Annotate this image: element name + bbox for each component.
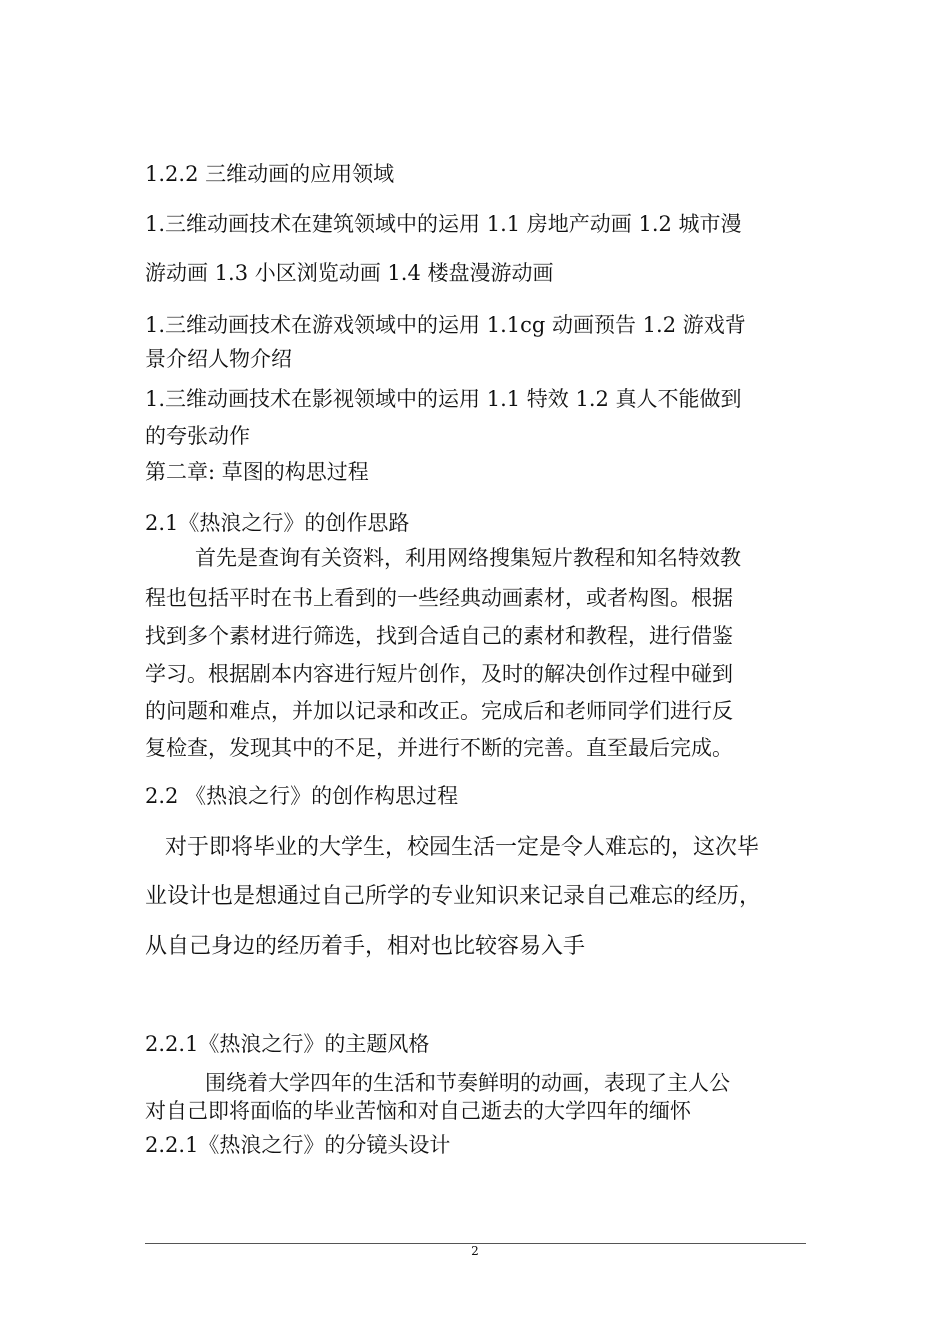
paragraph-line: 对自己即将面临的毕业苦恼和对自己逝去的大学四年的缅怀 — [145, 1099, 691, 1123]
section-heading: 1.2.2 三维动画的应用领域 — [145, 162, 395, 186]
body-line: 景介绍人物介绍 — [145, 347, 292, 371]
body-line: 1.三维动画技术在游戏领域中的运用 1.1cg 动画预告 1.2 游戏背 — [145, 313, 746, 337]
section-heading: 2.1《热浪之行》的创作思路 — [145, 511, 410, 535]
body-line: 1.三维动画技术在影视领域中的运用 1.1 特效 1.2 真人不能做到 — [145, 387, 742, 411]
paragraph-line: 学习。根据剧本内容进行短片创作，及时的解决创作过程中碰到 — [145, 662, 733, 686]
paragraph-line: 首先是查询有关资料，利用网络搜集短片教程和知名特效教 — [195, 546, 741, 570]
section-heading: 2.2.1《热浪之行》的主题风格 — [145, 1032, 430, 1056]
body-line: 的夸张动作 — [145, 424, 250, 448]
section-heading: 2.2 《热浪之行》的创作构思过程 — [145, 784, 459, 808]
paragraph-line: 找到多个素材进行筛选，找到合适自己的素材和教程，进行借鉴 — [145, 624, 733, 648]
body-line: 1.三维动画技术在建筑领域中的运用 1.1 房地产动画 1.2 城市漫 — [145, 212, 742, 236]
paragraph-line: 程也包括平时在书上看到的一些经典动画素材，或者构图。根据 — [145, 586, 733, 610]
paragraph-line: 从自己身边的经历着手，相对也比较容易入手 — [145, 934, 586, 959]
body-line: 游动画 1.3 小区浏览动画 1.4 楼盘漫游动画 — [145, 261, 554, 285]
paragraph-line: 围绕着大学四年的生活和节奏鲜明的动画，表现了主人公 — [205, 1071, 730, 1095]
paragraph-line: 复检查，发现其中的不足，并进行不断的完善。直至最后完成。 — [145, 736, 733, 760]
chapter-heading: 第二章: 草图的构思过程 — [145, 460, 369, 484]
paragraph-line: 的问题和难点，并加以记录和改正。完成后和老师同学们进行反 — [145, 699, 733, 723]
paragraph-line: 业设计也是想通过自己所学的专业知识来记录自己难忘的经历， — [145, 884, 762, 909]
section-heading: 2.2.1《热浪之行》的分镜头设计 — [145, 1133, 451, 1157]
page-number: 2 — [471, 1244, 479, 1258]
paragraph-line: 对于即将毕业的大学生，校园生活一定是令人难忘的，这次毕 — [165, 835, 760, 860]
